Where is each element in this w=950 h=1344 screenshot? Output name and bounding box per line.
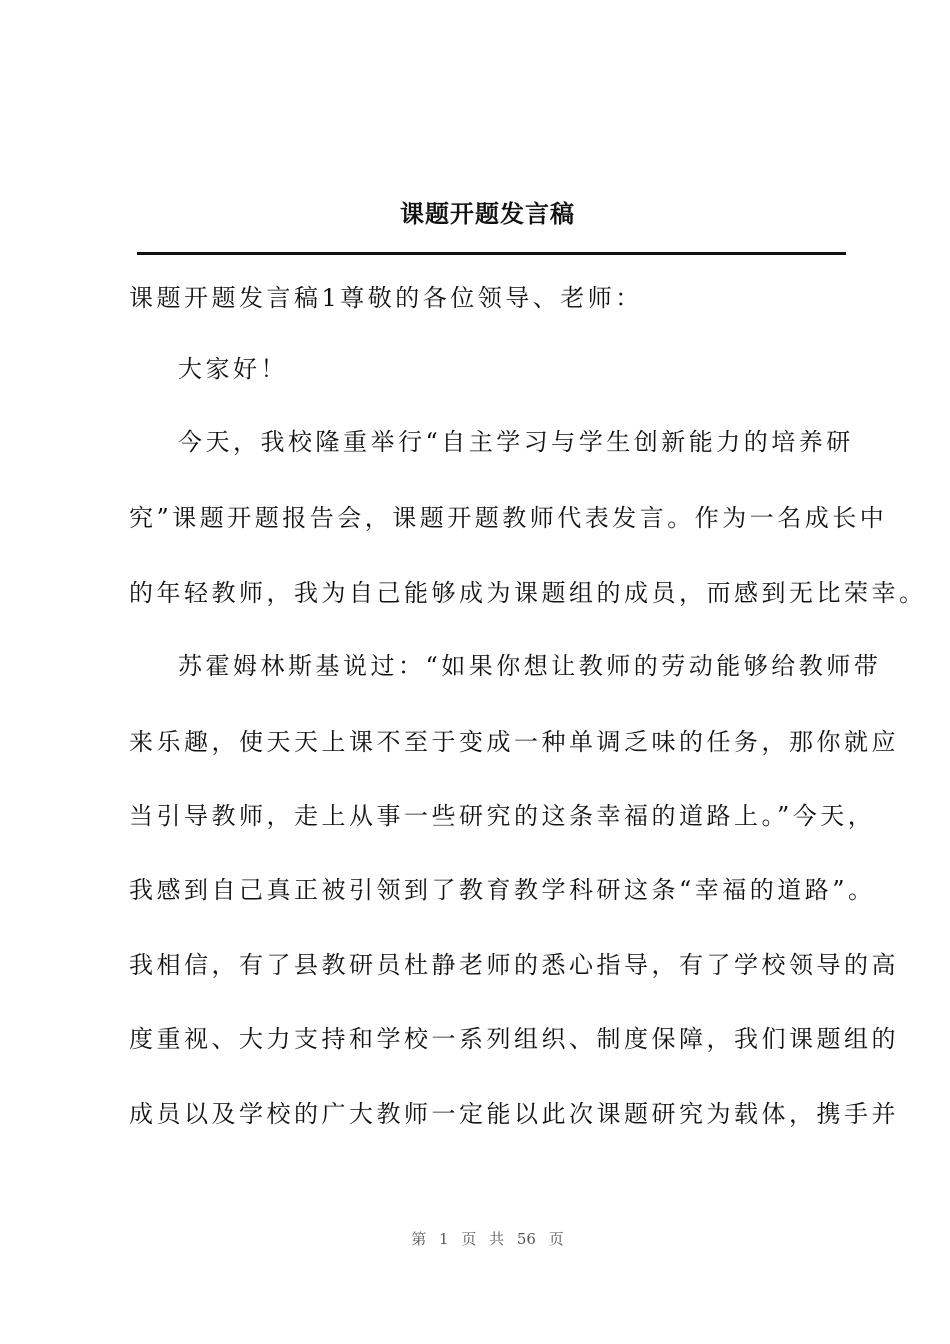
- document-title: 课题开题发言稿: [400, 200, 575, 228]
- body-line: 度重视、大力支持和学校一系列组织、制度保障，我们课题组的: [129, 1025, 899, 1053]
- body-line: 大家好！: [178, 355, 288, 383]
- body-line: 成员以及学校的广大教师一定能以此次课题研究为载体，携手并: [129, 1100, 899, 1128]
- body-line: 今天，我校隆重举行“自主学习与学生创新能力的培养研: [178, 428, 854, 456]
- body-line: 当引导教师，走上从事一些研究的这条幸福的道路上。”今天，: [129, 802, 876, 830]
- body-line: 来乐趣，使天天上课不至于变成一种单调乏味的任务，那你就应: [129, 728, 899, 756]
- body-line: 我感到自己真正被引领到了教育教学科研这条“幸福的道路”。: [129, 876, 876, 904]
- body-line: 我相信，有了县教研员杜静老师的悉心指导，有了学校领导的高: [129, 951, 899, 979]
- page-footer: 第 1 页 共 56 页: [411, 1230, 564, 1248]
- body-line: 苏霍姆林斯基说过：“如果你想让教师的劳动能够给教师带: [178, 652, 882, 680]
- title-divider: [137, 252, 846, 255]
- body-line: 究”课题开题报告会，课题开题教师代表发言。作为一名成长中: [129, 504, 888, 532]
- body-line: 的年轻教师，我为自己能够成为课题组的成员，而感到无比荣幸。: [129, 579, 927, 607]
- body-line: 课题开题发言稿1尊敬的各位领导、老师：: [129, 284, 643, 312]
